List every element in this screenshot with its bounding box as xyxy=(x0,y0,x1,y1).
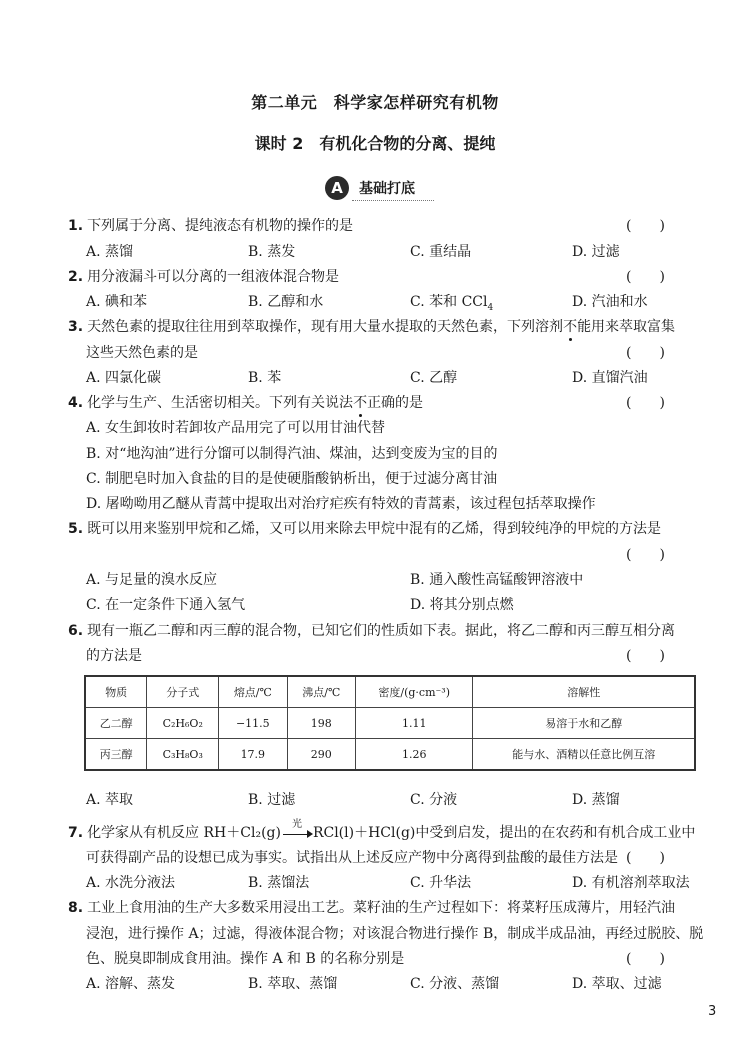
emphasis-char: 不 xyxy=(563,319,578,335)
answer-blank[interactable]: ( ) xyxy=(626,269,665,285)
question-1-option-d[interactable]: D. 过滤 xyxy=(572,244,620,260)
properties-table xyxy=(84,675,696,771)
question-6-option-d[interactable]: D. 蒸馏 xyxy=(572,792,620,808)
arrow-head xyxy=(307,830,313,838)
question-7-option-b[interactable]: B. 蒸馏法 xyxy=(248,875,310,891)
question-3-option-c[interactable]: C. 乙醇 xyxy=(410,370,458,386)
reaction-arrow xyxy=(281,819,313,842)
table-cell: 丙三醇 xyxy=(85,739,147,771)
table-header-cell: 物质 xyxy=(85,676,147,708)
question-7-option-a[interactable]: A. 水洗分液法 xyxy=(86,875,176,891)
table-cell: 1.26 xyxy=(356,739,473,771)
question-8-stem-line-3: 色、脱臭即制成食用油。操作 A 和 B 的名称分别是 xyxy=(86,951,405,967)
answer-blank[interactable]: ( ) xyxy=(626,345,665,361)
question-2-option-a[interactable]: A. 碘和苯 xyxy=(86,294,148,310)
option-text: C. 苯和 CCl xyxy=(410,294,488,310)
question-text: 用分液漏斗可以分离的一组液体混合物是 xyxy=(87,269,340,285)
question-text: 既可以用来鉴别甲烷和乙烯，又可以用来除去甲烷中混有的乙烯，得到较纯净的甲烷的方法是 xyxy=(87,521,662,537)
answer-blank[interactable]: ( ) xyxy=(626,395,665,411)
page-number: 3 xyxy=(708,1004,717,1019)
question-4-option-b[interactable]: B. 对“地沟油”进行分馏可以制得汽油、煤油，达到变废为宝的目的 xyxy=(86,446,498,462)
table-header-cell: 溶解性 xyxy=(473,676,695,708)
question-5-option-d[interactable]: D. 将其分别点燃 xyxy=(410,597,514,613)
question-7-stem-line-2: 可获得副产品的设想已成为事实。试指出从上述反应产物中分离得到盐酸的最佳方法是 xyxy=(86,850,618,866)
question-number: 7. xyxy=(68,825,84,841)
section-divider xyxy=(352,200,434,201)
table-cell: 易溶于水和乙醇 xyxy=(473,708,695,739)
answer-blank[interactable]: ( ) xyxy=(626,547,665,563)
question-1-stem xyxy=(68,217,353,235)
answer-blank[interactable]: ( ) xyxy=(626,850,665,866)
reaction-condition: 光 xyxy=(291,819,302,830)
question-number: 5. xyxy=(68,521,84,537)
table-cell: C₃H₈O₃ xyxy=(147,739,219,771)
question-number: 3. xyxy=(68,319,84,335)
question-text: 能用来萃取富集 xyxy=(577,319,676,335)
question-1-option-c[interactable]: C. 重结晶 xyxy=(410,244,472,260)
question-3-option-d[interactable]: D. 直馏汽油 xyxy=(572,370,648,386)
question-number: 1. xyxy=(68,218,84,234)
question-6-option-c[interactable]: C. 分液 xyxy=(410,792,458,808)
table-header-cell: 分子式 xyxy=(147,676,219,708)
question-8-stem-line-2: 浸泡，进行操作 A；过滤，得液体混合物；对该混合物进行操作 B，制成半成品油，再经过脱胶、脱 xyxy=(86,926,704,942)
table-cell: 290 xyxy=(287,739,355,771)
section-label: 基础打底 xyxy=(359,181,415,197)
question-4-stem xyxy=(68,394,423,412)
table-header-cell: 熔点/℃ xyxy=(219,676,287,708)
table-cell: 17.9 xyxy=(219,739,287,771)
question-text: 化学家从有机反应 RH＋Cl₂(g) xyxy=(87,825,281,841)
question-3-option-a[interactable]: A. 四氯化碳 xyxy=(86,370,162,386)
table-row xyxy=(85,739,695,771)
question-6-option-a[interactable]: A. 萃取 xyxy=(86,792,134,808)
table-row xyxy=(85,708,695,739)
question-6-option-b[interactable]: B. 过滤 xyxy=(248,792,296,808)
table-cell: 198 xyxy=(287,708,355,739)
question-8-option-c[interactable]: C. 分液、蒸馏 xyxy=(410,976,500,992)
question-text: 天然色素的提取往往用到萃取操作，现有用大量水提取的天然色素，下列溶剂 xyxy=(87,319,564,335)
question-1-option-b[interactable]: B. 蒸发 xyxy=(248,244,296,260)
question-number: 6. xyxy=(68,623,84,639)
question-7-option-c[interactable]: C. 升华法 xyxy=(410,875,472,891)
answer-blank[interactable]: ( ) xyxy=(626,951,665,967)
question-8-option-b[interactable]: B. 萃取、蒸馏 xyxy=(248,976,338,992)
question-3-stem xyxy=(68,318,675,336)
lesson-title: 课时 2 有机化合物的分离、提纯 xyxy=(254,134,496,153)
table-cell: C₂H₆O₂ xyxy=(147,708,219,739)
question-7-option-d[interactable]: D. 有机溶剂萃取法 xyxy=(572,875,690,891)
unit-title: 第二单元 科学家怎样研究有机物 xyxy=(251,93,499,112)
section-header xyxy=(325,175,415,201)
question-5-option-a[interactable]: A. 与足量的溴水反应 xyxy=(86,572,218,588)
question-number: 2. xyxy=(68,269,84,285)
question-2-stem xyxy=(68,268,339,286)
question-4-option-a[interactable]: A. 女生卸妆时若卸妆产品用完了可以用甘油代替 xyxy=(86,420,386,436)
section-badge: A xyxy=(325,176,349,200)
question-text: RCl(l)＋HCl(g)中受到启发，提出的在农药和有机合成工业中 xyxy=(312,825,696,841)
question-4-option-c[interactable]: C. 制肥皂时加入食盐的目的是使硬脂酸钠析出，便于过滤分离甘油 xyxy=(86,471,498,487)
question-text: 工业上食用油的生产大多数采用浸出工艺。菜籽油的生产过程如下：将菜籽压成薄片，用轻汽油 xyxy=(87,900,676,916)
table-cell: 1.11 xyxy=(356,708,473,739)
question-1-option-a[interactable]: A. 蒸馏 xyxy=(86,244,134,260)
question-2-option-c[interactable] xyxy=(410,293,493,317)
question-3-stem-line-2: 这些天然色素的是 xyxy=(86,345,198,361)
question-8-stem xyxy=(68,899,675,917)
question-4-option-d[interactable]: D. 屠呦呦用乙醚从青蒿中提取出对治疗疟疾有特效的青蒿素，该过程包括萃取操作 xyxy=(86,496,596,512)
subscript: 4 xyxy=(487,302,494,313)
question-number: 4. xyxy=(68,395,84,411)
question-8-option-a[interactable]: A. 溶解、蒸发 xyxy=(86,976,176,992)
question-6-stem xyxy=(68,622,675,640)
table-cell: −11.5 xyxy=(219,708,287,739)
question-5-stem xyxy=(68,520,661,538)
question-2-option-d[interactable]: D. 汽油和水 xyxy=(572,294,648,310)
table-header-row xyxy=(85,676,695,708)
answer-blank[interactable]: ( ) xyxy=(626,648,665,664)
table-cell: 乙二醇 xyxy=(85,708,147,739)
table-header-cell: 沸点/℃ xyxy=(287,676,355,708)
question-text: 下列属于分离、提纯液态有机物的操作的是 xyxy=(87,218,354,234)
question-2-option-b[interactable]: B. 乙醇和水 xyxy=(248,294,324,310)
table-header-cell: 密度/(g·cm⁻³) xyxy=(356,676,473,708)
question-text: 化学与生产、生活密切相关。下列有关说法 xyxy=(87,395,354,411)
answer-blank[interactable]: ( ) xyxy=(626,218,665,234)
question-number: 8. xyxy=(68,900,84,916)
question-text: 正确的是 xyxy=(367,395,424,411)
arrow-shaft xyxy=(283,834,309,835)
table-cell: 能与水、酒精以任意比例互溶 xyxy=(473,739,695,771)
question-3-option-b[interactable]: B. 苯 xyxy=(248,370,282,386)
question-5-option-c[interactable]: C. 在一定条件下通入氢气 xyxy=(86,597,246,613)
question-6-stem-line-2: 的方法是 xyxy=(86,648,142,664)
question-8-option-d[interactable]: D. 萃取、过滤 xyxy=(572,976,662,992)
emphasis-char: 不 xyxy=(353,395,368,411)
question-7-stem xyxy=(68,819,696,842)
question-5-option-b[interactable]: B. 通入酸性高锰酸钾溶液中 xyxy=(410,572,584,588)
question-text: 现有一瓶乙二醇和丙三醇的混合物，已知它们的性质如下表。据此，将乙二醇和丙三醇互相分离 xyxy=(87,623,676,639)
